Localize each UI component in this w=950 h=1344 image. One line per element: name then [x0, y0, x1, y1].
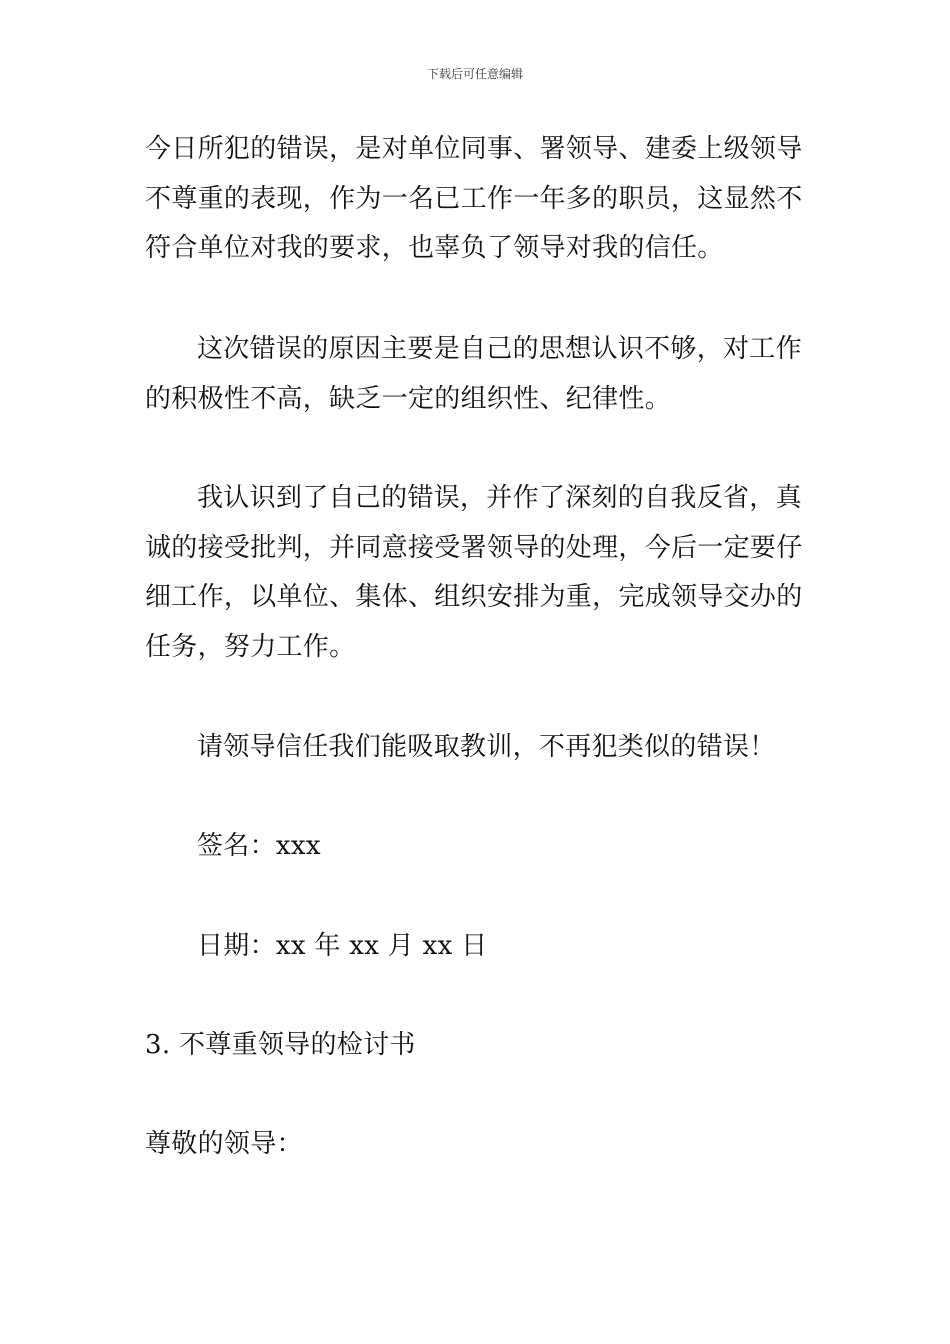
paragraph-request: 请领导信任我们能吸取教训，不再犯类似的错误！: [197, 732, 776, 762]
signature-line: 签名：xxx: [197, 831, 321, 861]
paragraph-apology-context: 今日所犯的错误，是对单位同事、署领导、建委上级领导不尊重的表现，作为一名已工作一年多的职员，这显然不符合单位对我的要求，也辜负了领导对我的信任。: [145, 134, 803, 263]
header-note: 下载后可任意编辑: [426, 67, 523, 81]
paragraph-self-reflection: 我认识到了自己的错误，并作了深刻的自我反省，真诚的接受批判，并同意接受署领导的处理，今后一定要仔细工作，以单位、集体、组织安排为重，完成领导交办的任务，努力工作。: [145, 483, 803, 662]
salutation: 尊敬的领导：: [145, 1129, 303, 1159]
date-line: 日期：xx 年 xx 月 xx 日: [197, 931, 488, 961]
paragraph-error-cause: 这次错误的原因主要是自己的思想认识不够，对工作的积极性不高，缺乏一定的组织性、纪律性。: [145, 334, 802, 414]
section-heading: 3. 不尊重领导的检讨书: [145, 1030, 416, 1060]
